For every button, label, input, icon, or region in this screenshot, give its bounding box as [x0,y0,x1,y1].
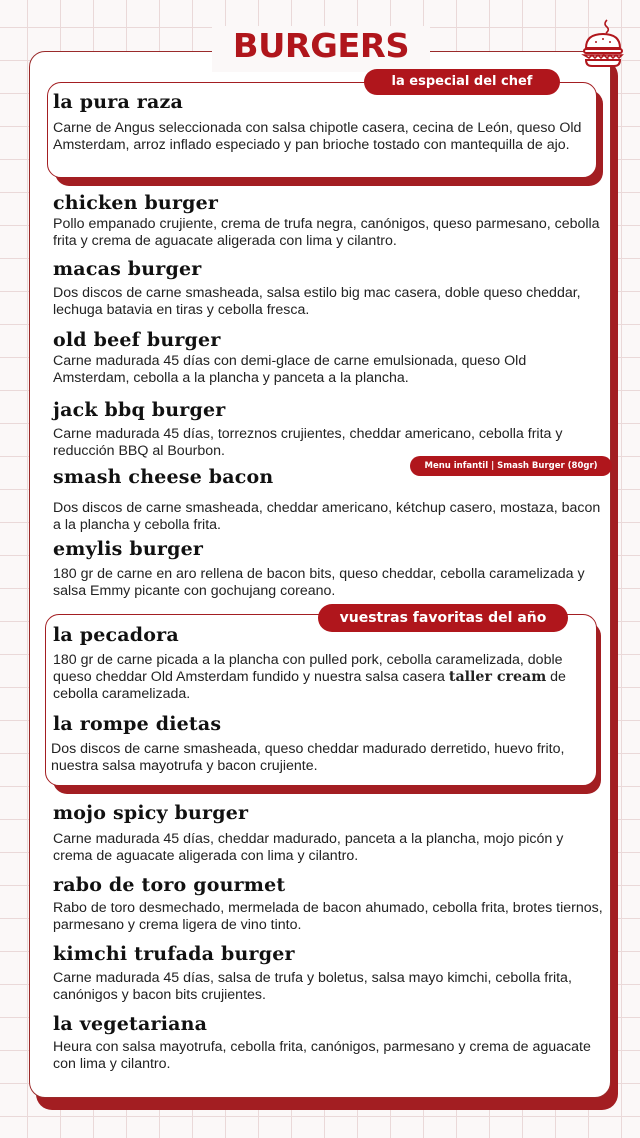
menu-item-description: Carne de Angus seleccionada con salsa chipotle casera, cecina de León, queso Old Amsterdam, arroz inflado especiado y pan brioche tostado con mantequilla de ajo. [53,120,582,153]
menu-item-name: emylis burger [53,538,204,560]
menu-item-name: la rompe dietas [53,713,222,735]
menu-item-name: smash cheese bacon [53,466,274,488]
menu-item-description: Heura con salsa mayotrufa, cebolla frita, canónigos, parmesano y crema de aguacate con lima y cilantro. [53,1039,591,1072]
favorites-badge: vuestras favoritas del año [318,604,568,632]
chef-special-badge: la especial del chef [364,69,560,95]
menu-item-name: rabo de toro gourmet [53,874,286,896]
menu-item-description: 180 gr de carne en aro rellena de bacon bits, queso cheddar, cebolla caramelizada y salsa Emmy picante con gochujang coreano. [53,566,585,599]
menu-item-name: jack bbq burger [53,399,226,421]
page-title: BURGERS [232,26,410,65]
menu-item-description: Carne madurada 45 días, salsa de trufa y boletus, salsa mayo kimchi, cebolla frita, canónigos y bacon bits crujientes. [53,970,572,1003]
menu-item-description: Carne madurada 45 días, cheddar madurado, panceta a la plancha, mojo picón y crema de aguacate aligerada con lima y cilantro. [53,831,564,864]
menu-item-name: mojo spicy burger [53,802,249,824]
menu-item-name: la vegetariana [53,1013,208,1035]
menu-item-description: Carne madurada 45 días con demi-glace de carne emulsionada, queso Old Amsterdam, cebolla a la plancha y panceta a la plancha. [53,353,527,386]
menu-item-description [53,652,583,703]
menu-item-description: Carne madurada 45 días, torreznos crujientes, cheddar americano, cebolla frita y reducción BBQ al Bourbon. [53,426,563,459]
menu-item-description: Dos discos de carne smasheada, queso cheddar madurado derretido, huevo frito, nuestra salsa mayotrufa y bacon crujiente. [51,741,565,774]
menu-item-name: old beef burger [53,329,221,351]
menu-item-description: Pollo empanado crujiente, crema de trufa negra, canónigos, queso parmesano, cebolla frita y crema de aguacate aligerada con lima y cilantro. [53,216,600,249]
menu-item-name: la pura raza [53,91,184,113]
description-text: 180 gr de carne picada a la plancha con pulled pork, cebolla caramelizada, doble queso cheddar Old Amsterdam fundido y nuestra salsa casera [53,652,563,685]
burger-icon [580,18,626,70]
menu-item-description: Rabo de toro desmechado, mermelada de bacon ahumado, cebolla frita, brotes tiernos, parmesano y crema ligera de vino tinto. [53,900,603,933]
menu-item-description: Dos discos de carne smasheada, salsa estilo big mac casera, doble queso cheddar, lechuga batavia en tiras y cebolla fresca. [53,285,581,318]
title-wrap [212,26,430,72]
menu-item-name: macas burger [53,258,202,280]
description-text: de cebolla caramelizada. [53,669,566,702]
menu-item-name: la pecadora [53,624,179,646]
menu-item-description: Dos discos de carne smasheada, cheddar americano, kétchup casero, mostaza, bacon a la plancha y cebolla frita. [53,500,601,533]
kids-menu-badge: Menu infantil | Smash Burger (80gr) [410,456,612,476]
menu-item-name: chicken burger [53,192,219,214]
description-highlight: taller cream [448,669,547,685]
menu-item-name: kimchi trufada burger [53,943,295,965]
